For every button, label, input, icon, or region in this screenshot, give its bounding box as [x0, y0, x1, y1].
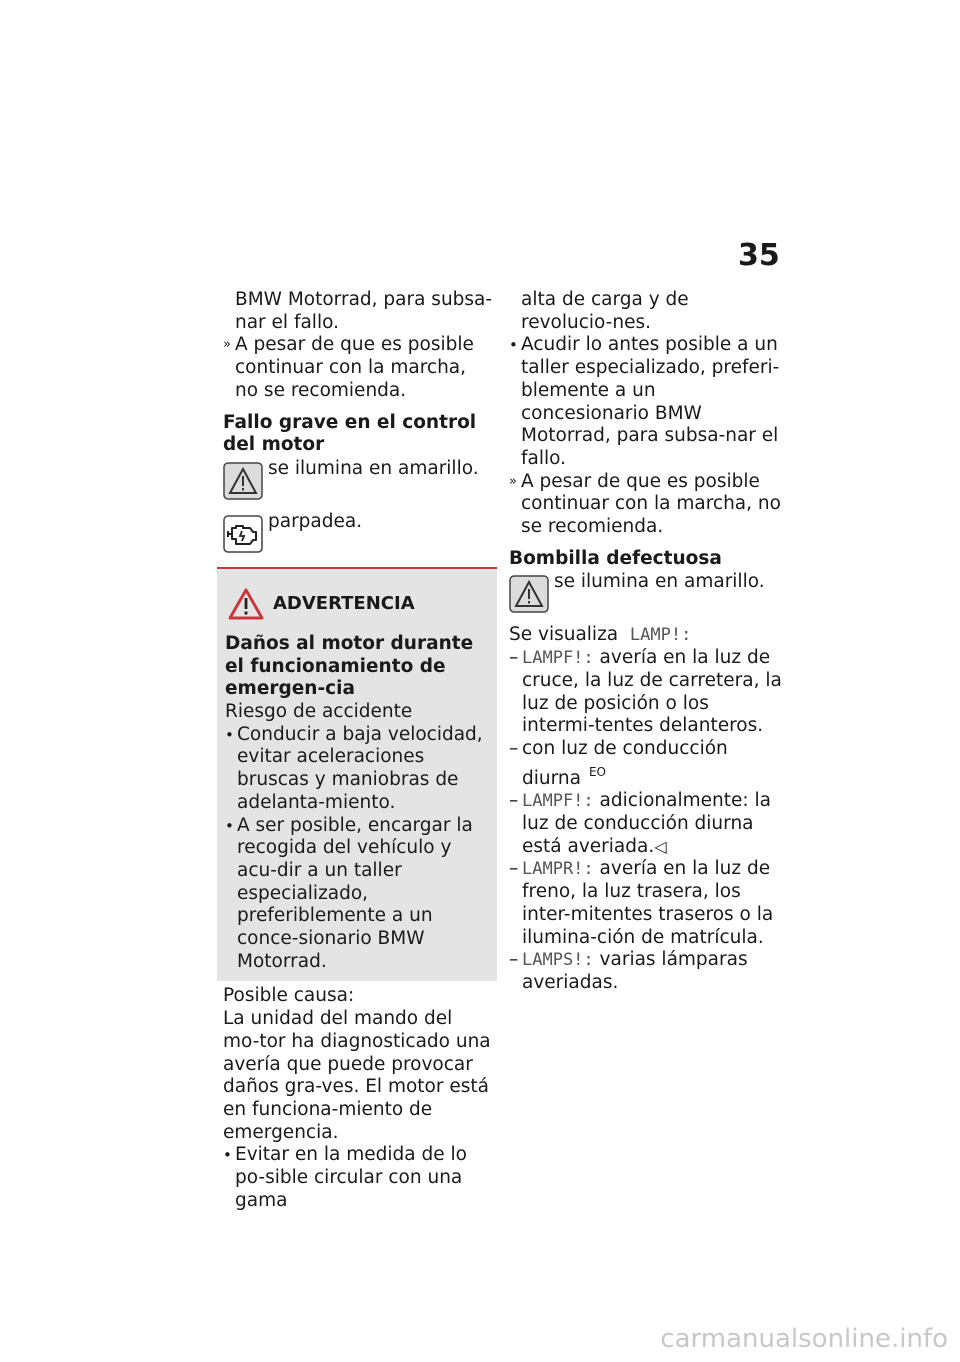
icon-description: se ilumina en amarillo.: [554, 571, 765, 593]
display-code: LAMP!:: [629, 625, 692, 646]
list-item: – LAMPF!: avería en la luz de cruce, la luz de carretera, la luz de posición o los intermi-tentes delanteros.: [509, 647, 782, 737]
dash-marker: –: [509, 647, 519, 669]
icon-row: [223, 511, 493, 555]
left-column: [223, 289, 493, 1213]
bullet-marker: •: [509, 336, 518, 355]
cause-text: La unidad del mando del mo-tor ha diagnosticado una avería que puede provocar daños gra-ves. El motor está en funciona-miento de emergencia.: [223, 1008, 491, 1143]
general-warning-icon: [223, 462, 263, 500]
warning-risk: Riesgo de accidente: [225, 701, 413, 723]
chevron-marker: »: [223, 337, 231, 353]
list-item: • Acudir lo antes posible a un taller especializado, preferi-blemente a un concesionario BMW Motorrad, para subsa-nar el fallo.: [509, 334, 780, 469]
warning-title: ADVERTENCIA: [227, 587, 489, 621]
icon-description: se ilumina en amarillo.: [268, 457, 479, 479]
warning-subtitle: Daños al motor durante el funcionamiento de emergen-cia: [225, 632, 474, 700]
section-heading: Fallo grave en el control del motor: [223, 411, 477, 456]
section-heading: Bombilla defectuosa: [509, 547, 722, 569]
page-number: 35: [738, 238, 780, 273]
list-item: » A pesar de que es posible continuar con la marcha, no se recomienda.: [509, 470, 781, 538]
bullet-marker: •: [225, 725, 234, 744]
icon-row: [223, 458, 493, 502]
warning-box: [217, 567, 497, 982]
warning-triangle-icon: [227, 587, 265, 621]
list-item: • A ser posible, encargar la recogida del vehículo y acu-dir a un taller especializado, preferiblemente a un conce-sionario BMW Motorrad.: [225, 814, 473, 972]
icon-description: parpadea.: [268, 510, 363, 532]
end-marker: ◁: [654, 836, 667, 856]
general-warning-icon: [509, 575, 549, 613]
list-item: – LAMPR!: avería en la luz de freno, la luz trasera, los inter-mitentes traseros o la ilumina-ción de matrícula.: [509, 858, 774, 948]
right-column: [509, 289, 784, 995]
paragraph: BMW Motorrad, para subsa-nar el fallo.: [235, 289, 493, 333]
dash-marker: –: [509, 858, 519, 880]
display-line: Se visualiza LAMP!:: [509, 624, 692, 646]
list-item: – LAMPF!: adicionalmente: la luz de conducción diurna está averiada.◁: [509, 790, 771, 857]
bullet-marker: •: [223, 1146, 232, 1165]
list-item: • Evitar en la medida de lo po-sible circular con una gama: [223, 1144, 467, 1211]
dash-marker: –: [509, 949, 519, 971]
icon-row: [509, 571, 784, 615]
dash-marker: –: [509, 790, 519, 812]
chevron-marker: »: [509, 473, 517, 489]
list-item: » A pesar de que es posible continuar con la marcha, no se recomienda.: [223, 334, 474, 401]
superscript: EO: [588, 764, 606, 779]
bullet-marker: •: [225, 816, 234, 835]
list-item: – con luz de conducción diurna $^{EO}$: [509, 737, 728, 789]
list-item: • Conducir a baja velocidad, evitar aceleraciones bruscas y maniobras de adelanta-miento.: [225, 723, 483, 813]
list-item: – LAMPS!: varias lámparas averiadas.: [509, 949, 748, 993]
cause-label: Posible causa:: [223, 985, 355, 1007]
paragraph: alta de carga y de revolucio-nes.: [521, 289, 689, 333]
watermark: carmanualsonline.info: [660, 1324, 948, 1354]
engine-check-icon: [223, 515, 263, 553]
dash-marker: –: [509, 737, 519, 759]
